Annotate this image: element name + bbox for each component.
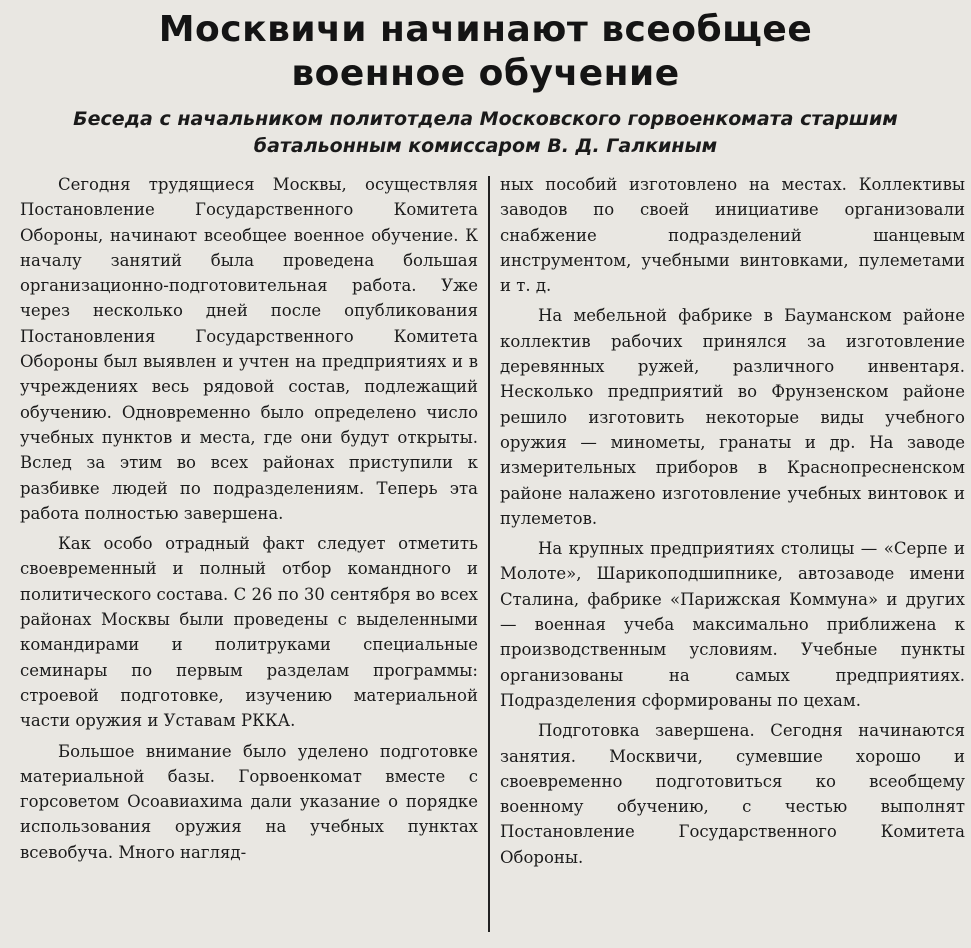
paragraph: Как особо отрадный факт следует отметить своевременный и полный отбор командного и политического состава. С 26 по 30 сентября во всех районах Москвы были проведены с выделенными командирами и политруками специальные семинары по первым разделам программы: строевой подготовке, изучению материальной части оружия и Уставам РККА.: [20, 534, 478, 731]
article-columns: [20, 172, 965, 942]
headline-line-2: военное обучение: [291, 53, 680, 94]
paragraph: Сегодня трудящиеся Москвы, осуществляя Постановление Государственного Комитета Обороны, начинают всеобщее военное обучение. К началу занятий была проведена большая организационно-подготовительная работа. Уже через несколько дней после опубликования Постановления Государственного Комитета Обороны был выявлен и учтен на предприятиях и в учреждениях весь рядовой состав, подлежащий обучению. Одновременно было определено число учебных пунктов и места, где они будут открыты. Вслед за этим во всех районах приступили к разбивке людей по подразделениям. Теперь эта работа полностью завершена.: [20, 175, 478, 523]
subtitle-line-2: батальонным комиссаром В. Д. Галкиным: [253, 135, 718, 157]
right-column: [490, 172, 965, 942]
paragraph: Большое внимание было уделено подготовке материальной базы. Горвоенкомат вместе с горсоветом Осоавиахима дали указание о порядке использования оружия на учебных пунктах всевобуча. Много нагляд-: [20, 741, 478, 862]
paragraph-continuation: ных пособий изготовлено на местах. Коллективы заводов по своей инициативе организовали снабжение подразделений шанцевым инструментом, учебными винтовками, пулеметами и т. д.: [500, 175, 965, 296]
headline: [6, 8, 965, 96]
paragraph: На мебельной фабрике в Бауманском районе коллектив рабочих принялся за изготовление деревянных ружей, различного инвентаря. Несколько предприятий во Фрунзенском районе решило изготовить некоторые виды учебного оружия — минометы, гранаты и др. На заводе измерительных приборов в Краснопресненском районе налажено изготовление учебных винтовок и пулеметов.: [500, 306, 965, 528]
paragraph: Подготовка завершена. Сегодня начинаются занятия. Москвичи, сумевшие хорошо и своевременно подготовиться ко всеобщему военному обучению, с честью выполнят Постановление Государственного Комитета Обороны.: [500, 721, 965, 867]
paragraph: На крупных предприятиях столицы — «Серпе и Молоте», Шарикоподшипнике, автозаводе имени Сталина, фабрике «Парижская Коммуна» и других — военная учеба максимально приближена к производственным условиям. Учебные пункты организованы на самых предприятиях. Подразделения сформированы по цехам.: [500, 539, 965, 710]
headline-line-1: Москвичи начинают всеобщее: [158, 9, 813, 50]
subtitle: [6, 106, 965, 160]
left-column: [20, 172, 488, 942]
subtitle-line-1: Беседа с начальником политотдела Московского горвоенкомата старшим: [73, 108, 898, 130]
